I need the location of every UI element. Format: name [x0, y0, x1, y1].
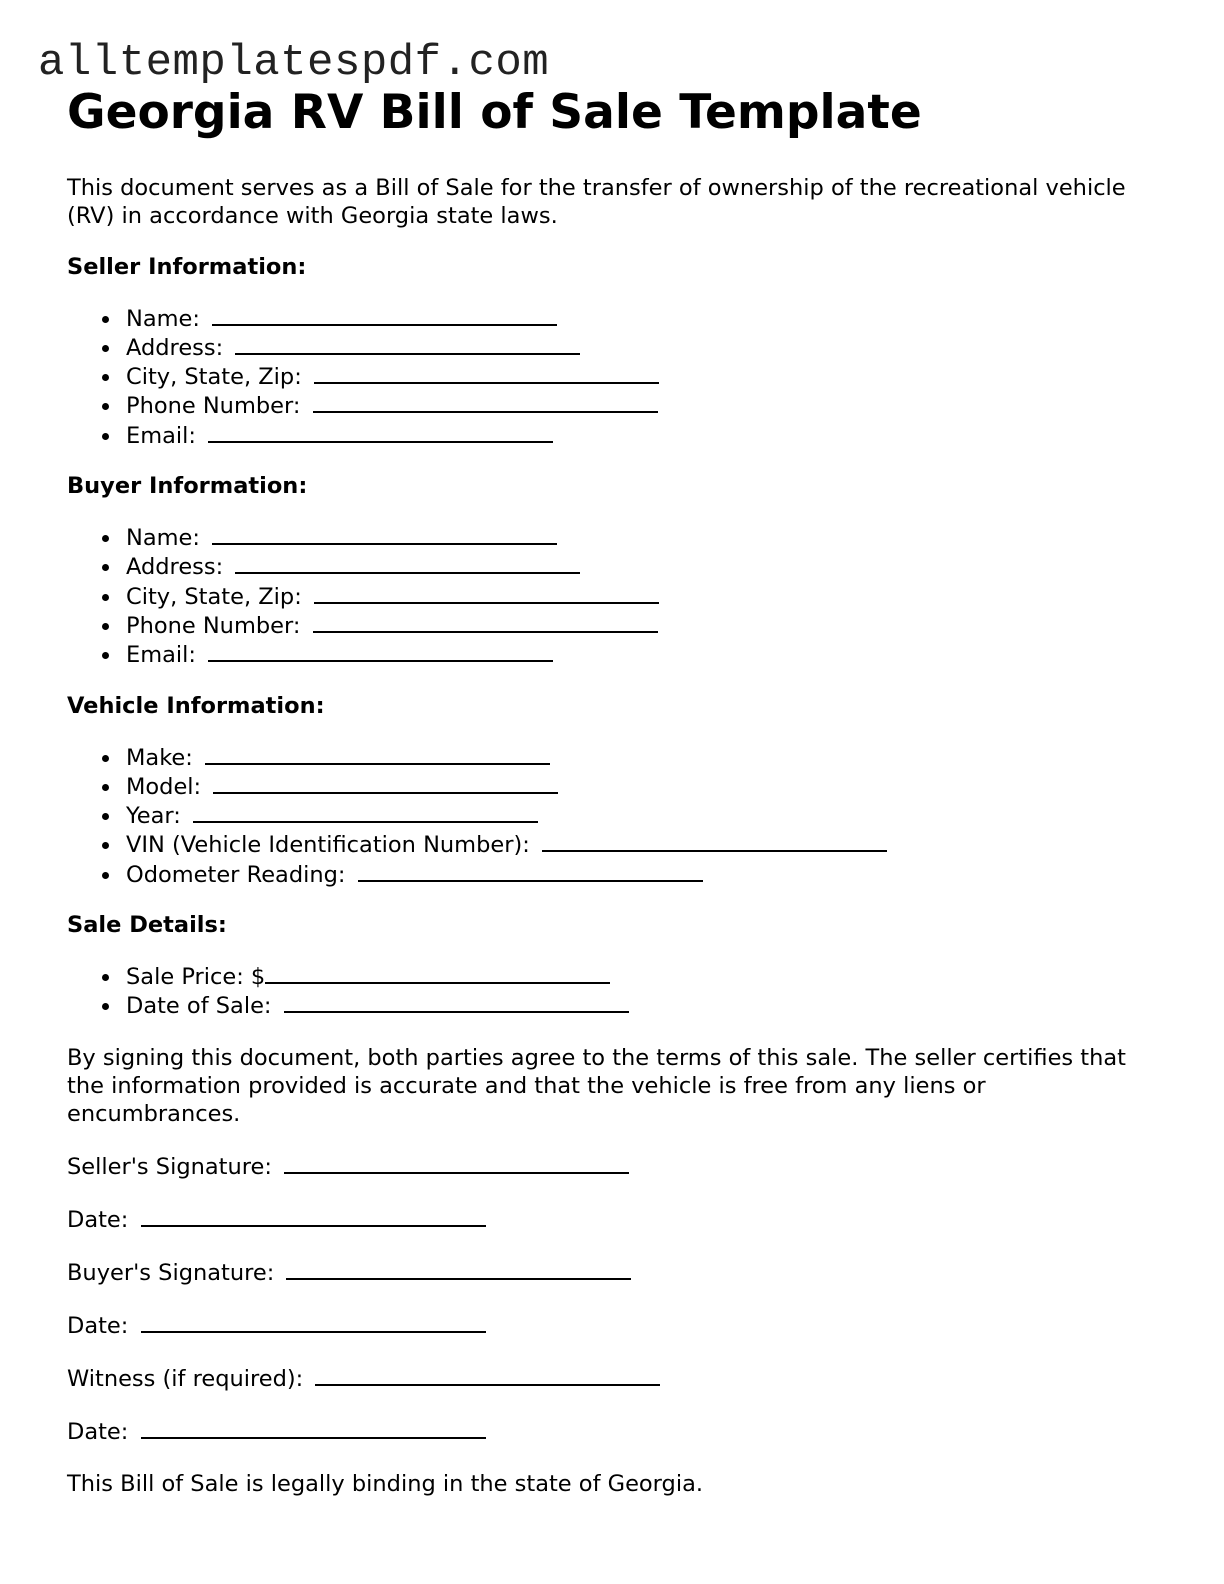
field-label: City, State, Zip: — [126, 583, 302, 610]
sale-fields — [67, 962, 1157, 1021]
buyer-signature-blank[interactable] — [286, 1258, 631, 1280]
field-label: Address: — [126, 554, 224, 581]
field-label: Phone Number: — [126, 393, 301, 420]
vehicle-fields — [67, 743, 1157, 889]
field-label: Date: — [67, 1419, 129, 1446]
sale-date-blank[interactable] — [284, 991, 629, 1013]
witness-signature-blank[interactable] — [315, 1364, 660, 1386]
buyer-signature-line — [67, 1258, 1157, 1287]
vehicle-odometer-blank[interactable] — [358, 860, 703, 882]
buyer-city-field — [126, 582, 1157, 611]
sale-date-field — [126, 991, 1157, 1020]
field-label: Phone Number: — [126, 612, 301, 639]
seller-email-field — [126, 421, 1157, 450]
field-label: VIN (Vehicle Identification Number): — [126, 832, 530, 859]
vehicle-model-field — [126, 772, 1157, 801]
witness-date-blank[interactable] — [141, 1417, 486, 1439]
buyer-name-field — [126, 523, 1157, 552]
field-label: Email: — [126, 642, 197, 669]
field-label: Date: — [67, 1313, 129, 1340]
buyer-phone-blank[interactable] — [313, 611, 658, 633]
field-label: Model: — [126, 773, 202, 800]
seller-fields — [67, 304, 1157, 450]
buyer-email-blank[interactable] — [208, 640, 553, 662]
buyer-city-blank[interactable] — [314, 582, 659, 604]
field-label: Name: — [126, 305, 200, 332]
agreement-paragraph: By signing this document, both parties agree to the terms of this sale. The seller certifies that the information provided is accurate and that the vehicle is free from any liens or encumbrances. — [67, 1044, 1126, 1128]
field-label: Address: — [126, 334, 224, 361]
buyer-date-blank[interactable] — [141, 1311, 486, 1333]
sale-heading: Sale Details: — [67, 912, 227, 939]
buyer-fields — [67, 523, 1157, 669]
field-label: Email: — [126, 422, 197, 449]
vehicle-heading: Vehicle Information: — [67, 692, 325, 719]
buyer-date-line — [67, 1311, 1157, 1340]
seller-city-field — [126, 362, 1157, 391]
vehicle-make-field — [126, 743, 1157, 772]
buyer-name-blank[interactable] — [212, 523, 557, 545]
field-label: Year: — [126, 803, 181, 830]
seller-signature-line — [67, 1152, 1157, 1181]
field-label: Name: — [126, 525, 200, 552]
footer-statement: This Bill of Sale is legally binding in the state of Georgia. — [67, 1471, 704, 1498]
seller-address-blank[interactable] — [235, 333, 580, 355]
seller-date-blank[interactable] — [141, 1205, 486, 1227]
field-label: Witness (if required): — [67, 1366, 304, 1393]
intro-paragraph: This document serves as a Bill of Sale for the transfer of ownership of the recreational vehicle (RV) in accordance with Georgia state laws. — [67, 175, 1126, 230]
seller-phone-field — [126, 391, 1157, 420]
seller-phone-blank[interactable] — [313, 391, 658, 413]
seller-signature-blank[interactable] — [284, 1152, 629, 1174]
field-label: Date: — [67, 1207, 129, 1234]
vehicle-year-blank[interactable] — [193, 801, 538, 823]
vehicle-odometer-field — [126, 860, 1157, 889]
vehicle-vin-blank[interactable] — [542, 830, 887, 852]
page-title: Georgia RV Bill of Sale Template — [67, 85, 922, 140]
field-label: Seller's Signature: — [67, 1154, 272, 1181]
field-label: Odometer Reading: — [126, 861, 346, 888]
buyer-address-blank[interactable] — [235, 552, 580, 574]
seller-email-blank[interactable] — [208, 421, 553, 443]
vehicle-model-blank[interactable] — [213, 772, 558, 794]
field-label: Date of Sale: — [126, 993, 272, 1020]
vehicle-make-blank[interactable] — [205, 743, 550, 765]
witness-signature-line — [67, 1364, 1157, 1393]
buyer-heading: Buyer Information: — [67, 473, 308, 500]
seller-name-blank[interactable] — [212, 304, 557, 326]
site-watermark: alltemplatespdf.com — [38, 38, 550, 88]
seller-date-line — [67, 1205, 1157, 1234]
field-label: Make: — [126, 744, 193, 771]
buyer-email-field — [126, 640, 1157, 669]
witness-date-line — [67, 1417, 1157, 1446]
sale-price-blank[interactable] — [265, 962, 610, 984]
field-label: City, State, Zip: — [126, 364, 302, 391]
sale-price-field — [126, 962, 1157, 991]
buyer-phone-field — [126, 611, 1157, 640]
field-label: Sale Price: $ — [126, 964, 266, 991]
seller-name-field — [126, 304, 1157, 333]
document-body — [67, 84, 1157, 1498]
seller-heading: Seller Information: — [67, 253, 307, 280]
seller-address-field — [126, 333, 1157, 362]
vehicle-vin-field — [126, 830, 1157, 859]
seller-city-blank[interactable] — [314, 362, 659, 384]
vehicle-year-field — [126, 801, 1157, 830]
buyer-address-field — [126, 552, 1157, 581]
field-label: Buyer's Signature: — [67, 1260, 275, 1287]
